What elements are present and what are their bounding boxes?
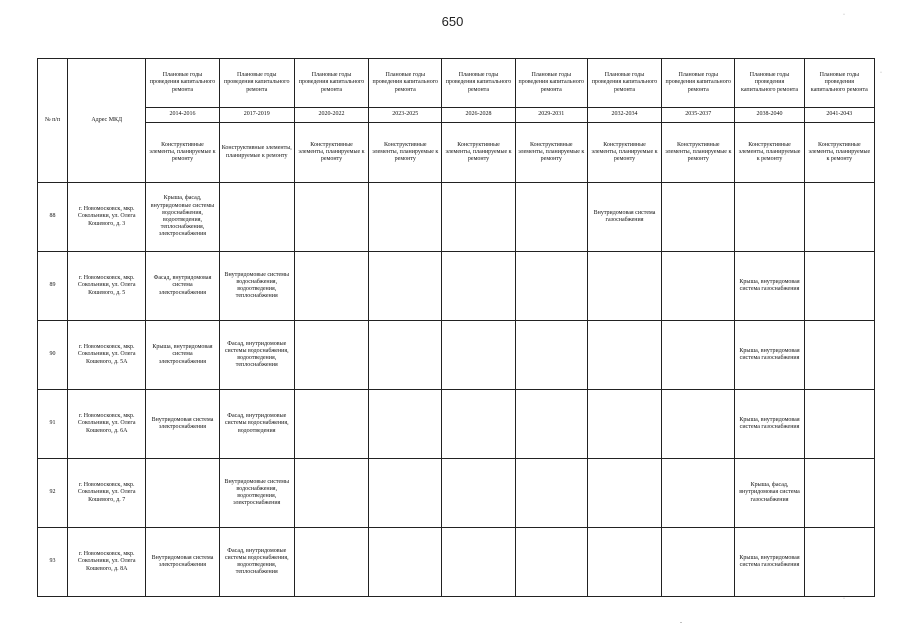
table-row	[38, 252, 875, 321]
header-period-years: 2041-2043	[804, 108, 874, 123]
row-period-cell	[587, 459, 661, 528]
header-elements: Конструктивные элементы, планируемые к ремонту	[515, 123, 587, 183]
row-period-cell	[515, 252, 587, 321]
row-period-cell: Внутридомовые системы водоснабжения, водоотведения, электроснабжения	[219, 459, 294, 528]
row-period-cell	[515, 459, 587, 528]
row-period-cell	[294, 528, 368, 597]
row-period-cell	[587, 528, 661, 597]
row-period-cell	[662, 528, 735, 597]
table-row	[38, 183, 875, 252]
row-period-cell: Внутридомовая система газоснабжения	[587, 183, 661, 252]
row-period-cell: Крыша, фасад, внутридомовая система газоснабжения	[735, 459, 804, 528]
row-period-cell: Крыша, внутридомовая система газоснабжения	[735, 528, 804, 597]
scan-speck: ·	[843, 596, 845, 602]
row-period-cell	[442, 183, 515, 252]
header-elements: Конструктивные элементы, планируемые к ремонту	[146, 123, 219, 183]
row-number: 90	[38, 321, 68, 390]
row-period-cell	[662, 183, 735, 252]
row-period-cell	[804, 321, 874, 390]
row-period-cell	[662, 390, 735, 459]
row-address: г. Новомосковск, мкр. Сокольники, ул. Олега Кошевого, д. 7	[68, 459, 146, 528]
row-period-cell	[369, 183, 442, 252]
header-row-years	[38, 108, 875, 123]
row-period-cell	[369, 528, 442, 597]
header-row-subheaders	[38, 123, 875, 183]
table-row	[38, 321, 875, 390]
row-period-cell: Крыша, внутридомовая система газоснабжения	[735, 321, 804, 390]
row-period-cell	[515, 528, 587, 597]
header-period-title: Плановые годы проведения капитального ремонта	[442, 59, 515, 108]
header-elements: Конструктивные элементы, планируемые к ремонту	[804, 123, 874, 183]
header-elements: Конструктивные элементы, планируемые к ремонту	[735, 123, 804, 183]
header-period-years: 2026-2028	[442, 108, 515, 123]
header-period-years: 2038-2040	[735, 108, 804, 123]
row-period-cell	[219, 183, 294, 252]
header-period-years: 2035-2037	[662, 108, 735, 123]
row-address: г. Новомосковск, мкр. Сокольники, ул. Олега Кошевого, д. 5	[68, 252, 146, 321]
page-number: 650	[441, 14, 464, 29]
row-period-cell	[662, 252, 735, 321]
header-row-titles	[38, 59, 875, 108]
header-elements: Конструктивные элементы, планируемые к ремонту	[219, 123, 294, 183]
header-period-years: 2023-2025	[369, 108, 442, 123]
row-period-cell: Фасад, внутридомовые системы водоснабжения, водоотведения	[219, 390, 294, 459]
header-period-title: Плановые годы проведения капитального ремонта	[735, 59, 804, 108]
row-number: 93	[38, 528, 68, 597]
row-period-cell	[587, 252, 661, 321]
row-number: 89	[38, 252, 68, 321]
row-address: г. Новомосковск, мкр. Сокольники, ул. Олега Кошевого, д. 6А	[68, 390, 146, 459]
scan-speck: ·	[843, 12, 845, 18]
row-period-cell: Крыша, внутридомовая система электроснабжения	[146, 321, 219, 390]
row-number: 88	[38, 183, 68, 252]
header-address: Адрес МКД	[68, 59, 146, 183]
row-period-cell	[369, 390, 442, 459]
row-period-cell	[442, 390, 515, 459]
repair-schedule-table	[37, 58, 875, 597]
row-period-cell	[804, 528, 874, 597]
row-period-cell: Фасад, внутридомовые системы водоснабжения, водоотведения, теплоснабжения	[219, 321, 294, 390]
row-period-cell	[587, 390, 661, 459]
row-period-cell: Крыша, фасад, внутридомовые системы водоснабжения, водоотведения, теплоснабжения, электроснабжения	[146, 183, 219, 252]
row-period-cell	[662, 459, 735, 528]
row-period-cell	[515, 321, 587, 390]
row-period-cell	[294, 321, 368, 390]
row-period-cell	[442, 459, 515, 528]
row-period-cell	[515, 390, 587, 459]
header-elements: Конструктивные элементы, планируемые к ремонту	[442, 123, 515, 183]
scan-speck: -	[680, 620, 682, 626]
header-elements: Конструктивные элементы, планируемые к ремонту	[662, 123, 735, 183]
row-period-cell	[587, 321, 661, 390]
header-period-title: Плановые годы проведения капитального ремонта	[804, 59, 874, 108]
row-period-cell	[294, 390, 368, 459]
row-address: г. Новомосковск, мкр. Сокольники, ул. Олега Кошевого, д. 5А	[68, 321, 146, 390]
header-period-title: Плановые годы проведения капитального ремонта	[515, 59, 587, 108]
header-period-title: Плановые годы проведения капитального ремонта	[219, 59, 294, 108]
table-row	[38, 459, 875, 528]
header-period-years: 2029-2031	[515, 108, 587, 123]
row-period-cell	[735, 183, 804, 252]
row-period-cell	[369, 252, 442, 321]
row-period-cell	[804, 183, 874, 252]
header-period-title: Плановые годы проведения капитального ремонта	[587, 59, 661, 108]
row-period-cell: Фасад, внутридомовые системы водоснабжения, водоотведения, теплоснабжения	[219, 528, 294, 597]
row-period-cell: Крыша, внутридомовая система газоснабжения	[735, 390, 804, 459]
row-period-cell	[442, 252, 515, 321]
row-period-cell	[146, 459, 219, 528]
row-period-cell	[804, 459, 874, 528]
header-period-title: Плановые годы проведения капитального ремонта	[294, 59, 368, 108]
scan-speck: ·	[880, 70, 882, 76]
header-elements: Конструктивные элементы, планируемые к ремонту	[294, 123, 368, 183]
table-row	[38, 528, 875, 597]
header-num: № п/п	[38, 59, 68, 183]
row-period-cell	[294, 183, 368, 252]
row-period-cell	[442, 528, 515, 597]
row-period-cell: Внутридомовые системы водоснабжения, водоотведения, теплоснабжения	[219, 252, 294, 321]
header-period-years: 2020-2022	[294, 108, 368, 123]
table-row	[38, 390, 875, 459]
row-number: 91	[38, 390, 68, 459]
row-period-cell	[294, 252, 368, 321]
row-period-cell	[515, 183, 587, 252]
row-period-cell: Внутридомовая система электроснабжения	[146, 528, 219, 597]
row-period-cell: Крыша, внутридомовая система газоснабжения	[735, 252, 804, 321]
header-period-years: 2014-2016	[146, 108, 219, 123]
header-period-title: Плановые годы проведения капитального ремонта	[662, 59, 735, 108]
row-number: 92	[38, 459, 68, 528]
row-period-cell	[662, 321, 735, 390]
row-address: г. Новомосковск, мкр. Сокольники, ул. Олега Кошевого, д. 3	[68, 183, 146, 252]
header-period-years: 2032-2034	[587, 108, 661, 123]
header-period-title: Плановые годы проведения капитального ремонта	[369, 59, 442, 108]
row-period-cell	[804, 252, 874, 321]
row-period-cell	[369, 459, 442, 528]
row-period-cell	[804, 390, 874, 459]
header-period-title: Плановые годы проведения капитального ремонта	[146, 59, 219, 108]
row-period-cell	[369, 321, 442, 390]
row-period-cell	[442, 321, 515, 390]
header-period-years: 2017-2019	[219, 108, 294, 123]
row-period-cell	[294, 459, 368, 528]
row-period-cell: Фасад, внутридомовая система электроснабжения	[146, 252, 219, 321]
row-address: г. Новомосковск, мкр. Сокольники, ул. Олега Кошевого, д. 8А	[68, 528, 146, 597]
header-elements: Конструктивные элементы, планируемые к ремонту	[587, 123, 661, 183]
row-period-cell: Внутридомовая система электроснабжения	[146, 390, 219, 459]
header-elements: Конструктивные элементы, планируемые к ремонту	[369, 123, 442, 183]
